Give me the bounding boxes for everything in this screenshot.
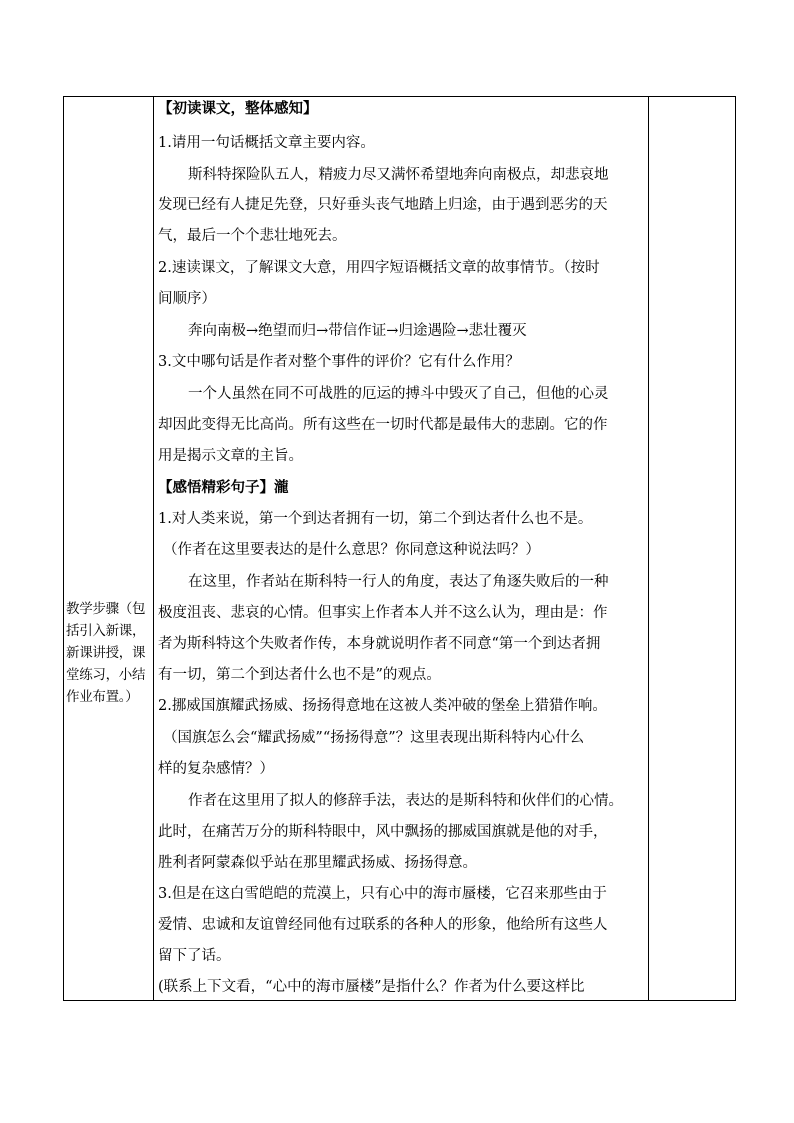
question-1: 1.请用一句话概括文章主要内容。 <box>158 135 375 151</box>
answer-1-line-1: 斯科特探险队五人，精疲力尽又满怀希望地奔向南极点，却悲哀地 <box>188 167 609 183</box>
sentence-1: 1.对人类来说，第一个到达者拥有一切，第二个到达者什么也不是。 <box>158 511 593 527</box>
section-heading-sentences: 【感悟精彩句子】瀧 <box>158 480 289 496</box>
answer-3-line-2: 却因此变得无比高尚。所有这些在一切时代都是最伟大的悲剧。它的作 <box>158 417 608 433</box>
question-3: 3.文中哪句话是作者对整个事件的评价？它有什么作用？ <box>158 354 520 370</box>
sentence-1-answer-line-4: 有一切，第二个到达者什么也不是”的观点。 <box>158 667 441 683</box>
sentence-1-question: （作者在这里要表达的是什么意思？你同意这种说法吗？） <box>163 542 540 558</box>
question-2-line-2: 间顺序） <box>158 291 216 307</box>
sentence-3-line-3: 留下了话。 <box>158 948 231 964</box>
sentence-1-answer-line-3: 者为斯科特这个失败者作传，本身就说明作者不同意“第一个到达者拥 <box>158 636 601 652</box>
answer-2: 奔向南极→绝望而归→带信作证→归途遇险→悲壮覆灭 <box>188 323 527 339</box>
sentence-2-answer-line-3: 胜利者阿蒙森似乎站在那里耀武扬威、扬扬得意。 <box>158 855 477 871</box>
teaching-steps-label: 教学步骤（包括引入新课，新课讲授，课堂练习，小结作业布置。） <box>66 601 146 705</box>
question-2-line-1: 2.速读课文，了解课文大意，用四字短语概括文章的故事情节。（按时 <box>158 260 600 276</box>
answer-1-line-3: 气，最后一个个悲壮地死去。 <box>158 228 347 244</box>
sentence-1-answer-line-2: 极度沮丧、悲哀的心情。但事实上作者本人并不这么认为，理由是：作 <box>158 605 608 621</box>
sentence-2: 2.挪威国旗耀武扬威、扬扬得意地在这被人类冲破的堡垒上猎猎作响。 <box>158 698 607 714</box>
sentence-3-question: (联系上下文看，“心中的海市蜃楼”是指什么？作者为什么要这样比 <box>158 979 585 995</box>
table-divider-right <box>648 96 649 1001</box>
sentence-2-answer-line-1: 作者在这里用了拟人的修辞手法，表达的是斯科特和伙伴们的心情。 <box>188 793 623 809</box>
table-divider-left <box>153 96 154 1001</box>
sentence-3-line-1: 3.但是在这白雪皑皑的荒漠上，只有心中的海市蜃楼，它召来那些由于 <box>158 886 607 902</box>
sentence-2-question-line-2: 样的复杂感情？） <box>158 761 274 777</box>
sentence-2-question-line-1: （国旗怎么会“耀武扬威”“扬扬得意”？这里表现出斯科特内心什么 <box>163 730 585 746</box>
answer-3-line-3: 用是揭示文章的主旨。 <box>158 448 303 464</box>
sentence-2-answer-line-2: 此时，在痛苦万分的斯科特眼中，风中飘扬的挪威国旗就是他的对手， <box>158 824 608 840</box>
answer-1-line-2: 发现已经有人捷足先登，只好垂头丧气地踏上归途，由于遇到恶劣的天 <box>158 197 608 213</box>
section-heading-reading: 【初读课文，整体感知】 <box>158 101 318 117</box>
sentence-3-line-2: 爱情、忠诚和友谊曾经同他有过联系的各种人的形象，他给所有这些人 <box>158 917 608 933</box>
answer-3-line-1: 一个人虽然在同不可战胜的厄运的搏斗中毁灭了自己，但他的心灵 <box>188 386 609 402</box>
sentence-1-answer-line-1: 在这里，作者站在斯科特一行人的角度，表达了角逐失败后的一种 <box>188 574 609 590</box>
